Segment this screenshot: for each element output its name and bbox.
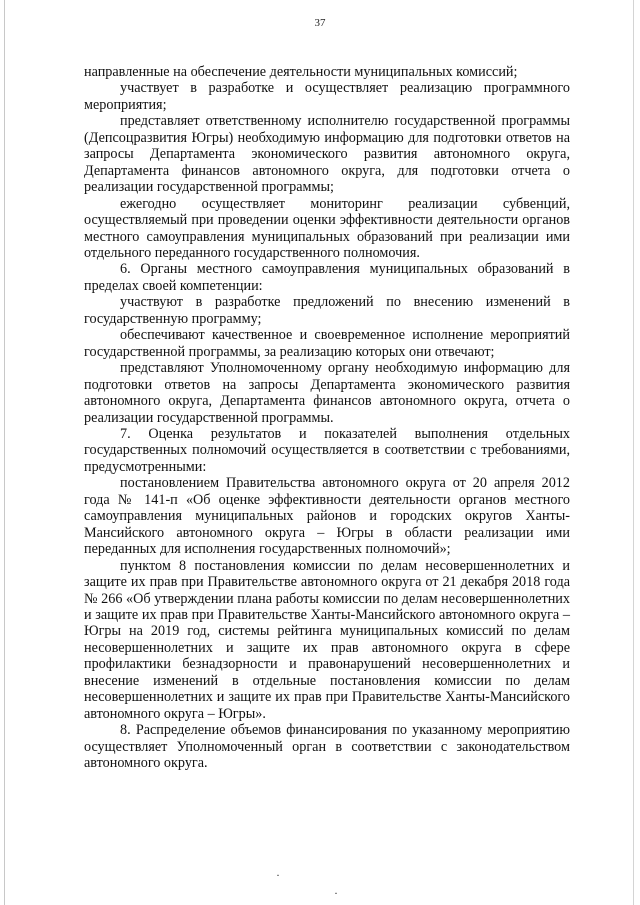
section-paragraph-6: 6. Органы местного самоуправления муниципальных образований в пределах своей компетенции:: [84, 261, 570, 294]
paragraph: участвует в разработке и осуществляет реализацию программного мероприятия;: [84, 80, 570, 113]
paragraph: постановлением Правительства автономного округа от 20 апреля 2012 года № 141-п «Об оценке эффективности деятельности органов местного самоуправления муниципальных районов и городских округов Ханты-Мансийского автономного округа – Югры в области реализации ими переданных для исполнения государственных полномочий»;: [84, 475, 570, 558]
scan-speck: ·: [334, 886, 338, 900]
scan-edge-left: [4, 0, 5, 905]
paragraph: представляют Уполномоченному органу необходимую информацию для подготовки ответов на запросы Департамента экономического развития автономного округа, Департамента финансов автономного округа, отчета о реализации государственной программы.: [84, 360, 570, 426]
paragraph: представляет ответственному исполнителю государственной программы (Депсоцразвития Югры) необходимую информацию для подготовки ответов на запросы Департамента экономического развития автономного округа, Департамента финансов автономного округа, для подготовки отчета о реализации государственной программы;: [84, 113, 570, 196]
paragraph: ежегодно осуществляет мониторинг реализации субвенций, осуществляемый при проведении оценки эффективности деятельности органов местного самоуправления муниципальных образований при реализации ими отдельного переданного государственного полномочия.: [84, 195, 570, 261]
body-text: [84, 64, 570, 771]
paragraph: пунктом 8 постановления комиссии по делам несовершеннолетних и защите их прав при Правительстве автономного округа от 21 декабря 2018 года № 266 «Об утверждении плана работы комиссии по делам несовершеннолетних и защите их прав при Правительстве Ханты-Мансийского автономного округа – Югры на 2019 год, системы рейтинга муниципальных комиссий по делам несовершеннолетних и защите их прав автономного округа в сфере профилактики безнадзорности и правонарушений несовершеннолетних и внесение изменений в отдельные постановления комиссии по делам несовершеннолетних и защите их прав при Правительстве Ханты-Мансийского автономного округа – Югры».: [84, 557, 570, 722]
scan-speck: ·: [276, 868, 280, 882]
section-paragraph-8: 8. Распределение объемов финансирования по указанному мероприятию осуществляет Уполномоченный орган в соответствии с законодательством автономного округа.: [84, 722, 570, 772]
paragraph: участвуют в разработке предложений по внесению изменений в государственную программу;: [84, 294, 570, 327]
page-number: 37: [314, 17, 326, 29]
paragraph: направленные на обеспечение деятельности муниципальных комиссий;: [84, 64, 518, 80]
scan-edge-right: [633, 0, 634, 905]
section-paragraph-7: 7. Оценка результатов и показателей выполнения отдельных государственных полномочий осуществляется в соответствии с требованиями, предусмотренными:: [84, 425, 570, 475]
paragraph: обеспечивают качественное и своевременное исполнение мероприятий государственной программы, за реализацию которых они отвечают;: [84, 327, 570, 360]
